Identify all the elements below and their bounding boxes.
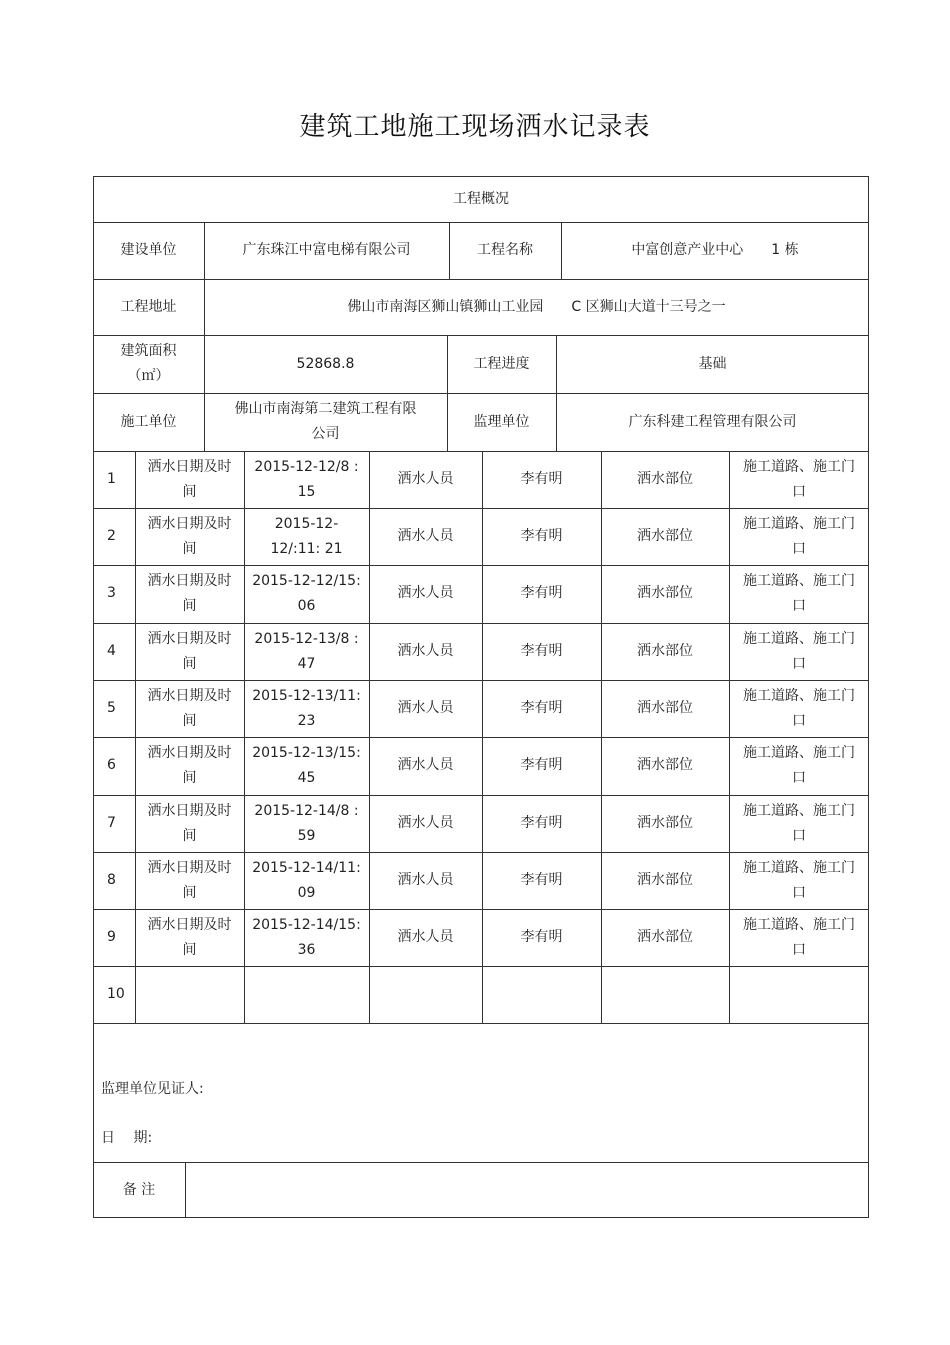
build-unit-label: 建设单位	[120, 242, 177, 258]
date-time-value: 2015-12-14/11: 09	[252, 859, 361, 901]
project-name-value: 中富创意产业中心 1 栋	[631, 242, 799, 258]
date-time-value: 2015-12-12/15: 06	[252, 572, 361, 614]
date-time-value	[244, 966, 369, 1023]
date-time-value: 2015-12-13/15: 45	[252, 744, 361, 786]
date-time-label: 洒水日期及时间	[147, 744, 232, 786]
area-value: 施工道路、施工门口	[743, 515, 855, 557]
contractor-value: 佛山市南海第二建筑工程有限公司	[234, 401, 417, 442]
date-time-value: 2015-12-12/:11: 21	[270, 515, 343, 557]
date-time-value: 2015-12-14/15: 36	[252, 916, 361, 958]
row-number: 8	[107, 872, 116, 888]
progress-label: 工程进度	[473, 355, 530, 372]
staff-label: 洒水人员	[397, 872, 454, 888]
date-time-value: 2015-12-13/8 : 47	[254, 630, 359, 672]
row-number: 1	[107, 471, 116, 487]
row-number: 4	[107, 643, 116, 659]
date-time-value: 2015-12-13/11: 23	[252, 687, 361, 729]
date-time-label	[135, 966, 244, 1023]
area-value: 施工道路、施工门口	[743, 630, 855, 672]
area-label: 洒水部位	[637, 815, 693, 831]
date-time-label: 洒水日期及时间	[147, 687, 232, 729]
area-label: 洒水部位	[637, 929, 693, 945]
date-time-label: 洒水日期及时间	[147, 802, 232, 844]
build-unit-value: 广东珠江中富电梯有限公司	[242, 242, 411, 258]
staff-label: 洒水人员	[397, 471, 454, 487]
area-label: 洒水部位	[637, 643, 693, 659]
staff-value: 李有明	[520, 929, 563, 945]
date-time-value: 2015-12-12/8 : 15	[254, 458, 359, 500]
remarks-label: 备 注	[122, 1181, 156, 1198]
area-label: 洒水部位	[637, 471, 693, 487]
staff-label: 洒水人员	[397, 643, 454, 659]
area-label	[601, 966, 729, 1023]
staff-label: 洒水人员	[397, 815, 454, 831]
date-time-label: 洒水日期及时间	[147, 572, 232, 614]
staff-label: 洒水人员	[397, 528, 454, 544]
page-title: 建筑工地施工现场洒水记录表	[299, 112, 651, 142]
staff-label: 洒水人员	[397, 700, 454, 716]
staff-value: 李有明	[520, 815, 563, 831]
area-label: 建筑面积（㎡）	[120, 343, 177, 384]
date-label: 日 期:	[101, 1130, 153, 1146]
area-label: 洒水部位	[637, 528, 693, 544]
date-time-label: 洒水日期及时间	[147, 458, 232, 500]
staff-label: 洒水人员	[397, 757, 454, 773]
staff-label	[369, 966, 482, 1023]
staff-value	[482, 966, 601, 1023]
date-time-label: 洒水日期及时间	[147, 630, 232, 672]
supervisor-label: 监理单位	[473, 413, 530, 430]
address-value: 佛山市南海区狮山镇狮山工业园 C 区狮山大道十三号之一	[347, 298, 726, 315]
staff-value: 李有明	[520, 585, 563, 601]
area-label: 洒水部位	[637, 700, 693, 716]
row-number: 9	[107, 929, 116, 945]
staff-value: 李有明	[520, 700, 563, 716]
area-value: 施工道路、施工门口	[743, 458, 855, 500]
area-label: 洒水部位	[637, 757, 693, 773]
supervisor-value: 广东科建工程管理有限公司	[628, 413, 797, 430]
witness-label: 监理单位见证人:	[101, 1081, 204, 1097]
area-value: 施工道路、施工门口	[743, 687, 855, 729]
staff-value: 李有明	[520, 643, 563, 659]
row-number: 2	[107, 528, 116, 544]
staff-value: 李有明	[520, 757, 563, 773]
area-value	[729, 966, 869, 1023]
staff-value: 李有明	[520, 528, 563, 544]
row-number: 6	[107, 757, 116, 773]
area-value: 施工道路、施工门口	[743, 572, 855, 614]
date-time-value: 2015-12-14/8 : 59	[254, 802, 359, 844]
staff-label: 洒水人员	[397, 585, 454, 601]
remarks-value	[185, 1162, 869, 1218]
date-time-label: 洒水日期及时间	[147, 515, 232, 557]
project-name-label: 工程名称	[477, 242, 533, 258]
row-number: 3	[107, 585, 116, 601]
overview-heading: 工程概况	[453, 190, 509, 207]
date-time-label: 洒水日期及时间	[147, 916, 232, 958]
area-label: 洒水部位	[637, 585, 693, 601]
staff-label: 洒水人员	[397, 929, 454, 945]
address-label: 工程地址	[120, 298, 177, 315]
date-time-label: 洒水日期及时间	[147, 859, 232, 901]
area-label: 洒水部位	[637, 872, 693, 888]
row-number: 5	[107, 700, 116, 716]
row-number: 10	[107, 986, 125, 1002]
contractor-label: 施工单位	[120, 413, 177, 430]
area-value: 施工道路、施工门口	[743, 802, 855, 844]
staff-value: 李有明	[520, 471, 563, 487]
area-value: 施工道路、施工门口	[743, 859, 855, 901]
area-value: 施工道路、施工门口	[743, 744, 855, 786]
area-value: 施工道路、施工门口	[743, 916, 855, 958]
progress-value: 基础	[698, 355, 727, 372]
area-value: 52868.8	[296, 355, 355, 372]
staff-value: 李有明	[520, 872, 563, 888]
row-number: 7	[107, 815, 116, 831]
